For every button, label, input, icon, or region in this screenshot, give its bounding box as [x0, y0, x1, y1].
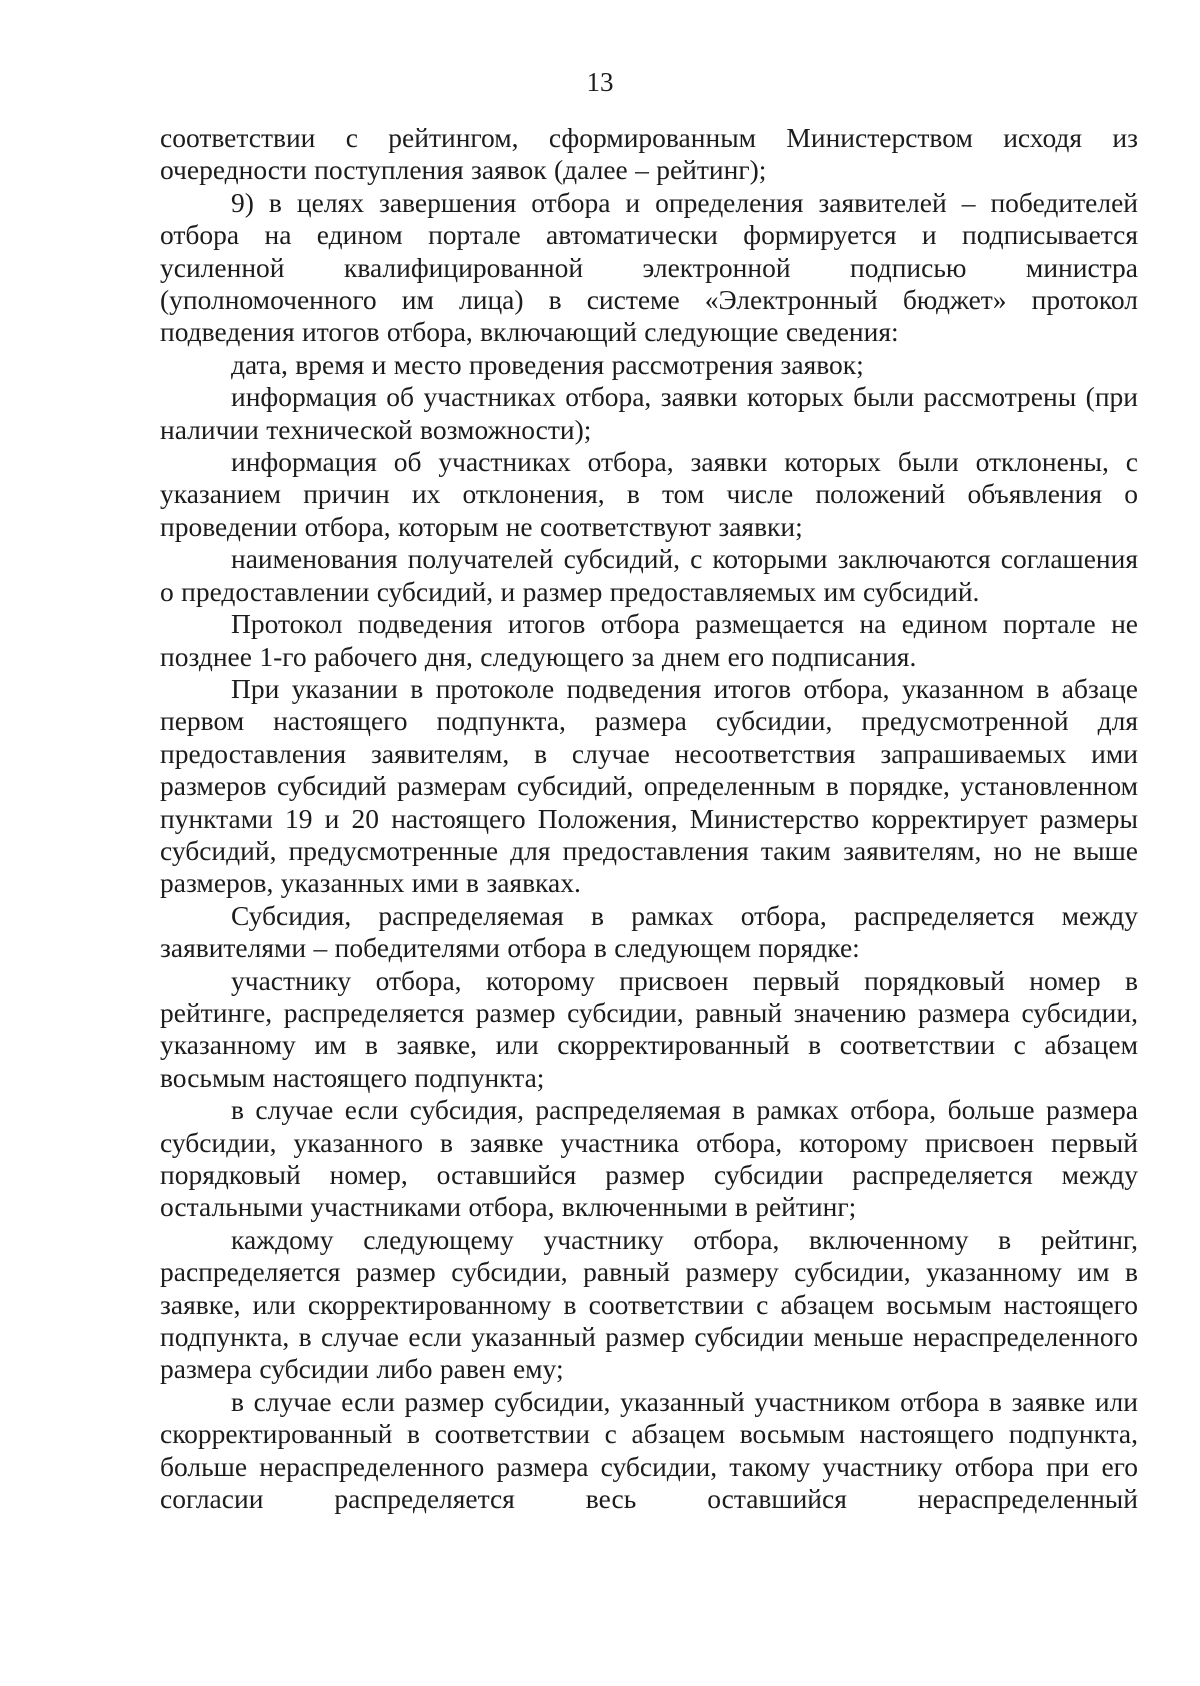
- paragraph: в случае если размер субсидии, указанный участником отбора в заявке или скорректированный в соответствии с абзацем восьмым настоящего подпункта, больше нераспределенного размера субсидии, такому участнику отбора при его согласии распределяется весь оставшийся нераспределенный: [160, 1385, 1138, 1515]
- paragraph: информация об участниках отбора, заявки которых были отклонены, с указанием причин их отклонения, в том числе положений объявления о проведении отбора, которым не соответствуют заявки;: [160, 446, 1138, 542]
- paragraph: наименования получателей субсидий, с которыми заключаются соглашения о предоставлении субсидий, и размер предоставляемых им субсидий.: [160, 543, 1138, 607]
- paragraph: Протокол подведения итогов отбора размещается на едином портале не позднее 1-го рабочего дня, следующего за днем его подписания.: [160, 608, 1138, 672]
- page-number: 13: [586, 67, 614, 97]
- paragraph: каждому следующему участнику отбора, включенному в рейтинг, распределяется размер субсидии, равный размеру субсидии, указанному им в заявке, или скорректированному в соответствии с абзацем восьмым настоящего подпункта, в случае если указанный размер субсидии меньше нераспределенного размера субсидии либо равен ему;: [160, 1223, 1138, 1385]
- paragraph: информация об участниках отбора, заявки которых были рассмотрены (при наличии технической возможности);: [160, 381, 1138, 445]
- paragraph: 9) в целях завершения отбора и определения заявителей – победителей отбора на едином портале автоматически формируется и подписывается усиленной квалифицированной электронной подписью министра (уполномоченного им лица) в системе «Электронный бюджет» протокол подведения итогов отбора, включающий следующие сведения:: [160, 186, 1138, 348]
- paragraph: в случае если субсидия, распределяемая в рамках отбора, больше размера субсидии, указанного в заявке участника отбора, которому присвоен первый порядковый номер, оставшийся размер субсидии распределяется между остальными участниками отбора, включенными в рейтинг;: [160, 1094, 1138, 1223]
- paragraph: Субсидия, распределяемая в рамках отбора, распределяется между заявителями – победителями отбора в следующем порядке:: [160, 899, 1138, 964]
- paragraph: дата, время и место проведения рассмотрения заявок;: [231, 348, 864, 380]
- paragraph: При указании в протоколе подведения итогов отбора, указанном в абзаце первом настоящего подпункта, размера субсидии, предусмотренной для предоставления заявителям, в случае несоответствия запрашиваемых ими размеров субсидий размерам субсидий, определенным в порядке, установленном пунктами 19 и 20 настоящего Положения, Министерство корректирует размеры субсидий, предусмотренные для предоставления таким заявителям, но не выше размеров, указанных ими в заявках.: [160, 672, 1138, 899]
- paragraph: соответствии с рейтингом, сформированным Министерством исходя из очередности поступления заявок (далее – рейтинг);: [160, 122, 1138, 186]
- document-body: [160, 122, 1138, 1515]
- paragraph: участнику отбора, которому присвоен первый порядковый номер в рейтинге, распределяется размер субсидии, равный значению размера субсидии, указанному им в заявке, или скорректированный в соответствии с абзацем восьмым настоящего подпункта;: [160, 964, 1138, 1093]
